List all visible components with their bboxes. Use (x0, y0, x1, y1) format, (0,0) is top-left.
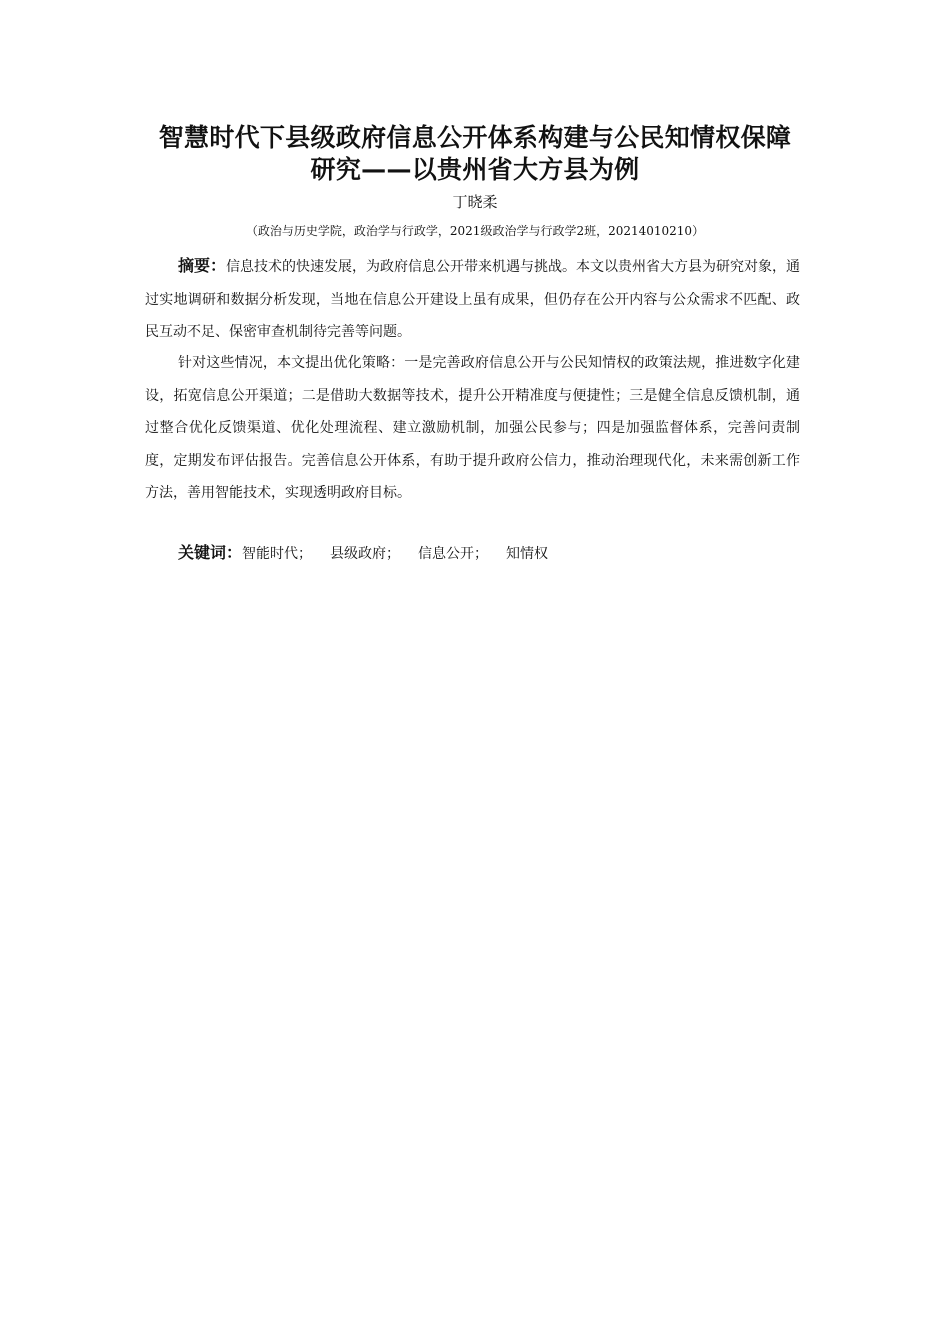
author-name: 丁晓柔 (452, 193, 498, 211)
paper-title-line-2: 研究——以贵州省大方县为例 (310, 155, 640, 184)
keyword-item: 县级政府； (330, 546, 401, 562)
keyword-item: 知情权 (506, 546, 549, 562)
keywords-label: 关键词： (178, 543, 243, 562)
keyword-item: 信息公开； (418, 546, 489, 562)
keywords-line (178, 538, 798, 569)
abstract-label: 摘要： (178, 256, 227, 275)
abstract-paragraph-2: 针对这些情况，本文提出优化策略：一是完善政府信息公开与公民知情权的政策法规，推进数字化建设，拓宽信息公开渠道；二是借助大数据等技术，提升公开精准度与便捷性；三是健全信息反馈机制，通过整合优化反馈渠道、优化处理流程、建立激励机制，加强公民参与；四是加强监督体系，完善问责制度，定期发布评估报告。完善信息公开体系，有助于提升政府公信力，推动治理现代化，未来需创新工作方法，善用智能技术，实现透明政府目标。 (145, 355, 800, 501)
author-affiliation: （政治与历史学院，政治学与行政学，2021级政治学与行政学2班，20214010210） (245, 224, 705, 238)
abstract-text-1: 信息技术的快速发展，为政府信息公开带来机遇与挑战。本文以贵州省大方县为研究对象，通过实地调研和数据分析发现，当地在信息公开建设上虽有成果，但仍存在公开内容与公众需求不匹配、政民互动不足、保密审查机制待完善等问题。 (145, 259, 801, 340)
paper-title-line-1: 智慧时代下县级政府信息公开体系构建与公民知情权保障 (158, 123, 792, 152)
keyword-item: 智能时代； (242, 546, 313, 562)
abstract-paragraph-1 (145, 250, 800, 349)
